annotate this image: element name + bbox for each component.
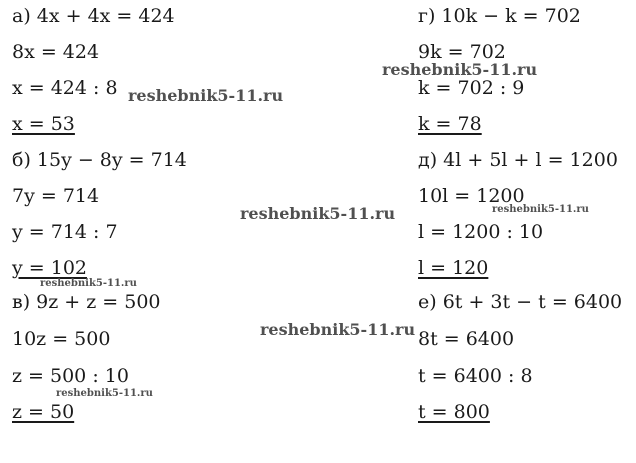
- problem-b-step-1: 7y = 714: [12, 185, 100, 207]
- watermark-3: reshebnik5-11.ru: [240, 204, 396, 223]
- problem-d-equation: д) 4l + 5l + l = 1200: [418, 149, 618, 171]
- watermark-2: reshebnik5-11.ru: [128, 86, 284, 105]
- problem-d-step-2: l = 1200 : 10: [418, 221, 544, 243]
- problem-v-answer: z = 50: [12, 401, 75, 423]
- problem-b-equation: б) 15y − 8y = 714: [12, 149, 187, 171]
- watermark-4: reshebnik5-11.ru: [492, 204, 589, 215]
- watermark-6: reshebnik5-11.ru: [260, 320, 416, 339]
- problem-b-answer: y = 102: [12, 257, 87, 279]
- watermark-1: reshebnik5-11.ru: [382, 60, 538, 79]
- problem-e-step-1: 8t = 6400: [418, 328, 515, 350]
- problem-a-step-2: x = 424 : 8: [12, 77, 118, 99]
- problem-v-step-2: z = 500 : 10: [12, 365, 129, 387]
- watermark-7: reshebnik5-11.ru: [56, 388, 153, 399]
- problem-e-step-2: t = 6400 : 8: [418, 365, 533, 387]
- problem-a-equation: а) 4x + 4x = 424: [12, 5, 175, 27]
- problem-e-equation: е) 6t + 3t − t = 6400: [418, 291, 623, 313]
- problem-g-answer: k = 78: [418, 113, 482, 135]
- problem-v-step-1: 10z = 500: [12, 328, 111, 350]
- problem-g-step-2: k = 702 : 9: [418, 77, 525, 99]
- problem-a-answer: x = 53: [12, 113, 75, 135]
- problem-d-step-1: 10l = 1200: [418, 185, 525, 207]
- problem-v-equation: в) 9z + z = 500: [12, 291, 161, 313]
- problem-g-equation: г) 10k − k = 702: [418, 5, 581, 27]
- problem-d-answer: l = 120: [418, 257, 489, 279]
- problem-g-step-1: 9k = 702: [418, 41, 506, 63]
- problem-b-step-2: y = 714 : 7: [12, 221, 118, 243]
- problem-a-step-1: 8x = 424: [12, 41, 100, 63]
- problem-e-answer: t = 800: [418, 401, 490, 423]
- watermark-5: reshebnik5-11.ru: [40, 278, 137, 289]
